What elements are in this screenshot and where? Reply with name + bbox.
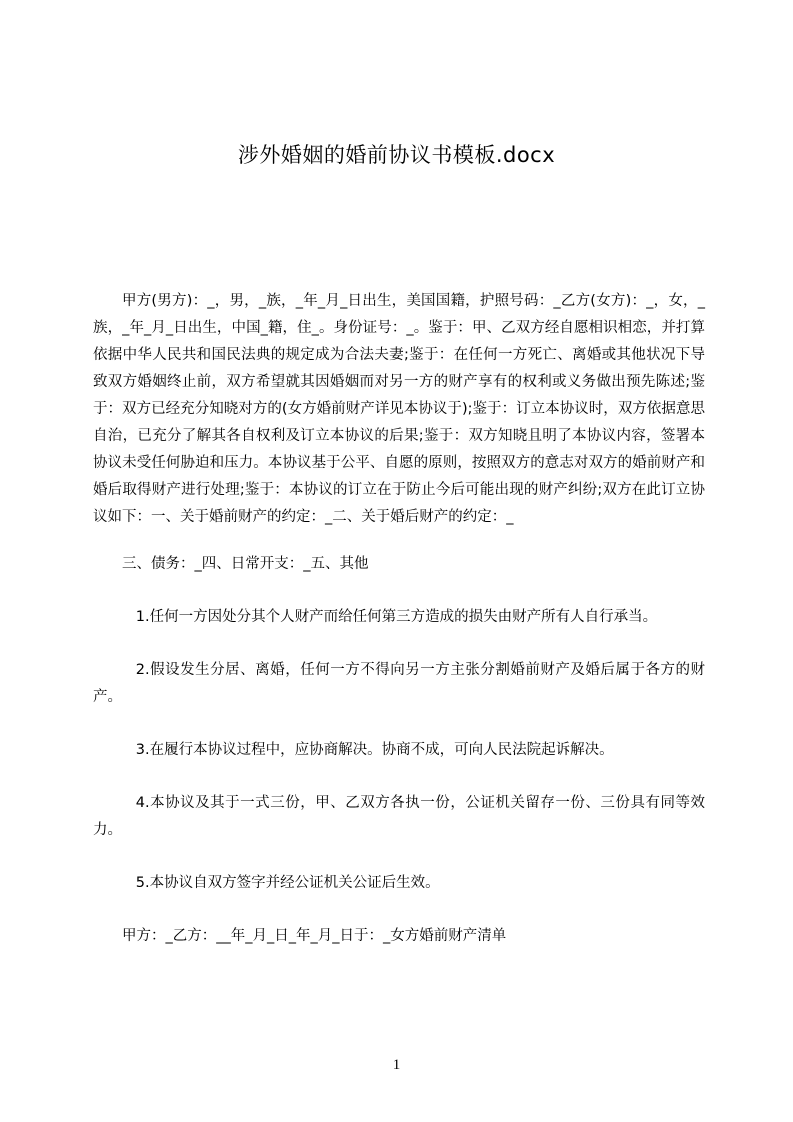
paragraph-sections: 三、债务：_四、日常开支：_五、其他 [122, 556, 369, 572]
document-body [93, 288, 705, 950]
paragraph-clause-3: 3.在履行本协议过程中，应协商解决。协商不成，可向人民法院起诉解决。 [135, 742, 614, 758]
paragraph-preamble: 甲方(男方)：_，男，_族，_年_月_日出生，美国国籍，护照号码：_乙方(女方)：_，女，_族，_年_月_日出生，中国_籍，住_。身份证号：_。鉴于：甲、乙双方经自愿相识相恋，并打算依据中华人民共和国民法典的规定成为合法夫妻;鉴于：在任何一方死亡、离婚或其他状况下导致双方婚姻终止前，双方希望就其因婚姻而对另一方的财产享有的权利或义务做出预先陈述;鉴于：双方已经充分知晓对方的(女方婚前财产详见本协议于);鉴于：订立本协议时，双方依据意思自治，已充分了解其各自权利及订立本协议的后果;鉴于：双方知晓且明了本协议内容，签署本协议未受任何胁迫和压力。本协议基于公平、自愿的原则，按照双方的意志对双方的婚前财产和婚后取得财产进行处理;鉴于：本协议的订立在于防止今后可能出现的财产纠纷;双方在此订立协议如下：一、关于婚前财产的约定：_二、关于婚后财产的约定：_ [93, 293, 705, 525]
document-title: 涉外婚姻的婚前协议书模板.docx [237, 143, 556, 167]
paragraph-clause-5: 5.本协议自双方签字并经公证机关公证后生效。 [135, 875, 440, 891]
page-number: 1 [392, 1057, 401, 1073]
paragraph-clause-2: 2.假设发生分居、离婚，任何一方不得向另一方主张分割婚前财产及婚后属于各方的财产。 [93, 662, 705, 705]
paragraph-clause-1: 1.任何一方因处分其个人财产而给任何第三方造成的损失由财产所有人自行承当。 [135, 609, 658, 625]
paragraph-clause-4: 4.本协议及其于一式三份，甲、乙双方各执一份，公证机关留存一份、三份具有同等效力。 [93, 795, 705, 838]
paragraph-signatures: 甲方：_乙方：__年_月_日_年_月_日于：_女方婚前财产清单 [122, 928, 507, 944]
